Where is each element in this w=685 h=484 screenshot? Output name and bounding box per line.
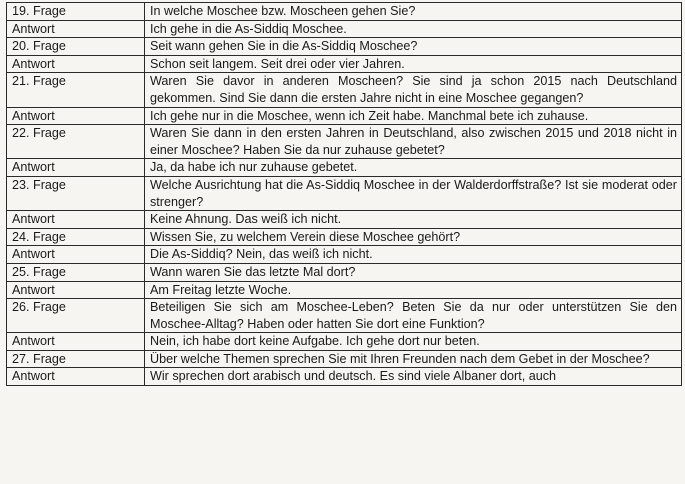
text-cell: Waren Sie davor in anderen Moscheen? Sie sind ja schon 2015 nach Deutschland gekommen. Sind Sie dann die ersten Jahre nicht in eine Moschee gegangen? <box>145 73 682 107</box>
text-cell: Am Freitag letzte Woche. <box>145 281 682 299</box>
text-cell: Keine Ahnung. Das weiß ich nicht. <box>145 211 682 229</box>
text-cell: Seit wann gehen Sie in die As-Siddiq Moschee? <box>145 38 682 56</box>
speaker-cell: 27. Frage <box>7 350 145 368</box>
text-cell: Ich gehe nur in die Moschee, wenn ich Zeit habe. Manchmal bete ich zuhause. <box>145 107 682 125</box>
text-cell: Wann waren Sie das letzte Mal dort? <box>145 263 682 281</box>
table-row <box>7 263 682 281</box>
table-row <box>7 55 682 73</box>
text-cell: Wissen Sie, zu welchem Verein diese Moschee gehört? <box>145 228 682 246</box>
text-cell: Waren Sie dann in den ersten Jahren in Deutschland, also zwischen 2015 und 2018 nicht in einer Moschee? Haben Sie da nur zuhause gebetet? <box>145 125 682 159</box>
speaker-cell: Antwort <box>7 20 145 38</box>
speaker-cell: 23. Frage <box>7 176 145 210</box>
speaker-cell: Antwort <box>7 211 145 229</box>
text-cell: In welche Moschee bzw. Moscheen gehen Sie? <box>145 3 682 21</box>
table-row <box>7 38 682 56</box>
speaker-cell: Antwort <box>7 246 145 264</box>
text-cell: Über welche Themen sprechen Sie mit Ihren Freunden nach dem Gebet in der Moschee? <box>145 350 682 368</box>
table-row <box>7 211 682 229</box>
table-row <box>7 73 682 107</box>
speaker-cell: Antwort <box>7 159 145 177</box>
speaker-cell: Antwort <box>7 368 145 386</box>
text-cell: Die As-Siddiq? Nein, das weiß ich nicht. <box>145 246 682 264</box>
speaker-cell: Antwort <box>7 107 145 125</box>
speaker-cell: 25. Frage <box>7 263 145 281</box>
table-row <box>7 176 682 210</box>
table-row <box>7 281 682 299</box>
table-row <box>7 107 682 125</box>
text-cell: Beteiligen Sie sich am Moschee-Leben? Beten Sie da nur oder unterstützen Sie den Moschee-Alltag? Haben oder hatten Sie dort eine Funktion? <box>145 299 682 333</box>
speaker-cell: Antwort <box>7 281 145 299</box>
table-row <box>7 299 682 333</box>
speaker-cell: 26. Frage <box>7 299 145 333</box>
table-row <box>7 159 682 177</box>
speaker-cell: 22. Frage <box>7 125 145 159</box>
speaker-cell: 19. Frage <box>7 3 145 21</box>
text-cell: Ja, da habe ich nur zuhause gebetet. <box>145 159 682 177</box>
speaker-cell: 24. Frage <box>7 228 145 246</box>
interview-table <box>6 2 682 386</box>
table-row <box>7 20 682 38</box>
speaker-cell: Antwort <box>7 333 145 351</box>
speaker-cell: 21. Frage <box>7 73 145 107</box>
text-cell: Wir sprechen dort arabisch und deutsch. Es sind viele Albaner dort, auch <box>145 368 682 386</box>
speaker-cell: Antwort <box>7 55 145 73</box>
table-row <box>7 246 682 264</box>
table-row <box>7 228 682 246</box>
text-cell: Schon seit langem. Seit drei oder vier Jahren. <box>145 55 682 73</box>
table-row <box>7 350 682 368</box>
text-cell: Welche Ausrichtung hat die As-Siddiq Moschee in der Walderdorffstraße? Ist sie moderat oder strenger? <box>145 176 682 210</box>
table-row <box>7 368 682 386</box>
table-row <box>7 3 682 21</box>
text-cell: Nein, ich habe dort keine Aufgabe. Ich gehe dort nur beten. <box>145 333 682 351</box>
table-row <box>7 333 682 351</box>
speaker-cell: 20. Frage <box>7 38 145 56</box>
text-cell: Ich gehe in die As-Siddiq Moschee. <box>145 20 682 38</box>
table-row <box>7 125 682 159</box>
